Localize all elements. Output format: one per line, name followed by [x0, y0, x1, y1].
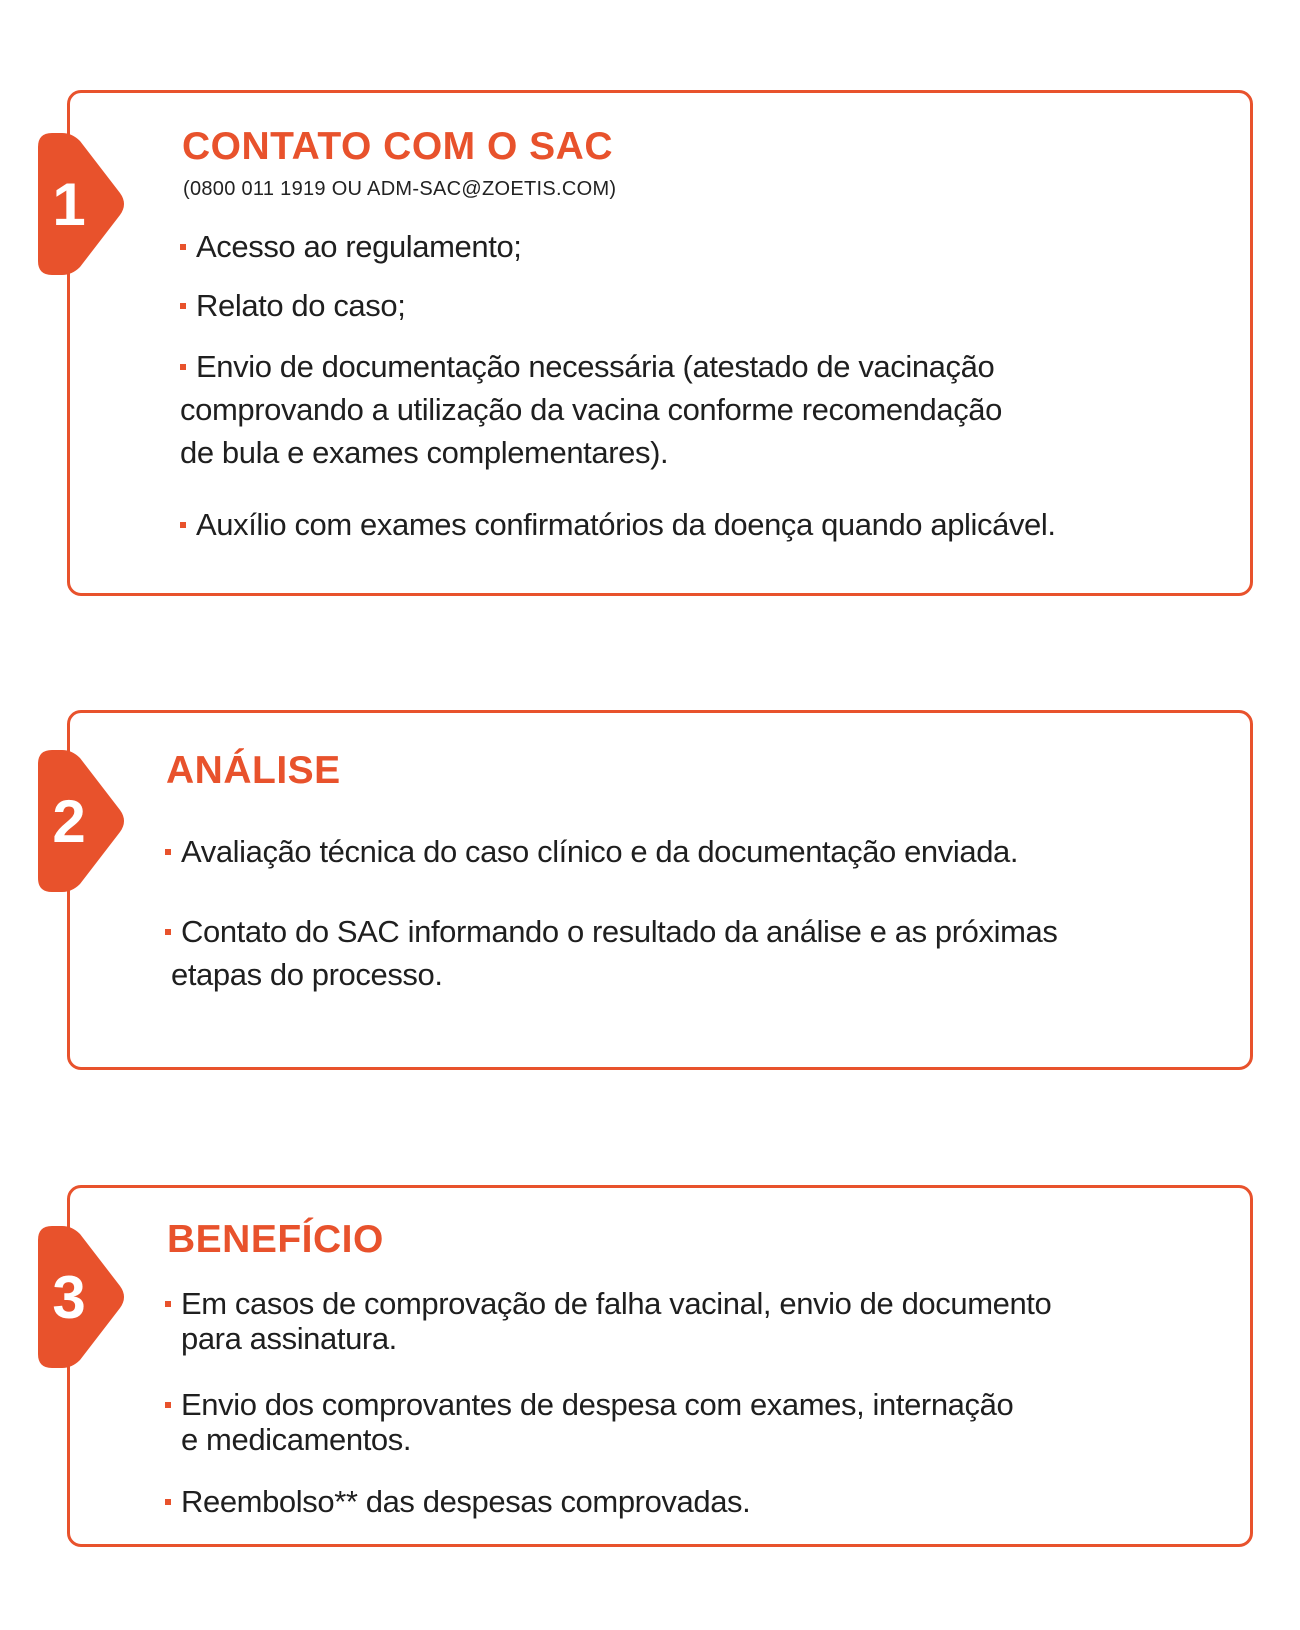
step-number: 2 — [52, 787, 86, 855]
step-subtitle-contact: (0800 011 1919 OU ADM-SAC@ZOETIS.COM) — [183, 178, 617, 200]
bullet-icon — [180, 303, 186, 309]
step-title: BENEFÍCIO — [167, 1218, 384, 1261]
list-item: Em casos de comprovação de falha vacinal, envio de documento para assinatura. — [165, 1286, 1051, 1356]
step-card-3 — [52, 1185, 1253, 1547]
list-item: Avaliação técnica do caso clínico e da documentação enviada. — [165, 830, 1018, 873]
step-badge-1 — [38, 133, 128, 275]
list-item: Contato do SAC informando o resultado da análise e as próximas etapas do processo. — [165, 910, 1057, 996]
step-title: CONTATO COM O SAC — [182, 125, 613, 168]
list-item: Relato do caso; — [180, 284, 405, 327]
list-item: Reembolso** das despesas comprovadas. — [165, 1480, 750, 1523]
step-number: 1 — [52, 170, 86, 238]
bullet-icon — [165, 1301, 171, 1307]
step-card-1 — [52, 90, 1253, 596]
bullet-icon — [180, 364, 186, 370]
step-badge-3 — [38, 1226, 128, 1368]
bullet-icon — [165, 1499, 171, 1505]
bullet-icon — [165, 1402, 171, 1408]
bullet-icon — [180, 244, 186, 250]
step-number: 3 — [52, 1263, 86, 1331]
list-item: Auxílio com exames confirmatórios da doença quando aplicável. — [180, 503, 1056, 546]
list-item: Envio dos comprovantes de despesa com exames, internação e medicamentos. — [165, 1387, 1013, 1457]
step-card-2 — [52, 710, 1253, 1070]
step-title: ANÁLISE — [166, 749, 341, 792]
bullet-icon — [180, 522, 186, 528]
step-badge-2 — [38, 750, 128, 892]
list-item: Acesso ao regulamento; — [180, 225, 522, 268]
list-item: Envio de documentação necessária (atestado de vacinação comprovando a utilização da vacina conforme recomendação de bula e exames complementares). — [180, 349, 1002, 470]
bullet-icon — [165, 929, 171, 935]
bullet-icon — [165, 849, 171, 855]
